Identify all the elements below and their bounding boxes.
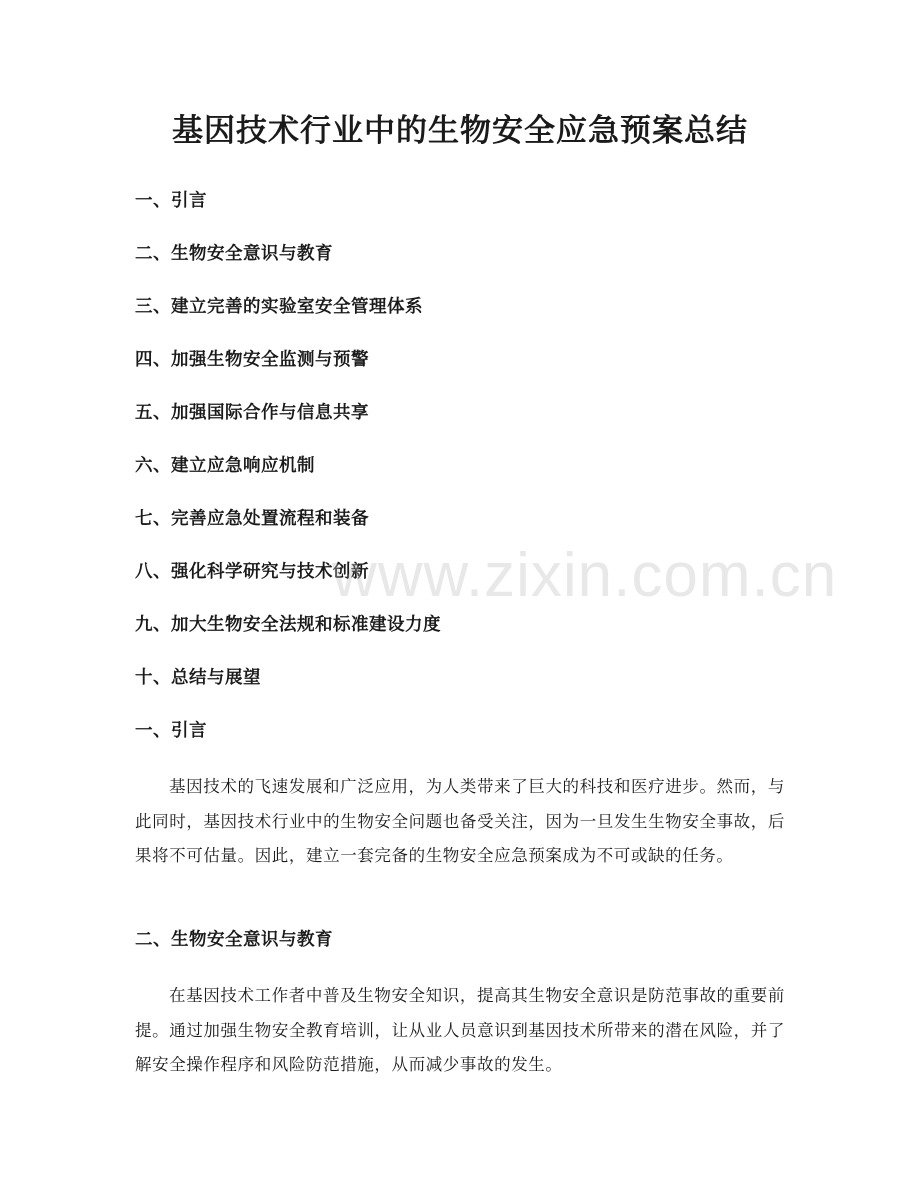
section-paragraph: 在基因技术工作者中普及生物安全知识，提高其生物安全意识是防范事故的重要前提。通过加强生物安全教育培训，让从业人员意识到基因技术所带来的潜在风险，并了解安全操作程序和风险防范措施，从而减少事故的发生。 [135, 986, 785, 1074]
toc-item: 六、建立应急响应机制 [135, 456, 315, 476]
section-paragraph: 基因技术的飞速发展和广泛应用，为人类带来了巨大的科技和医疗进步。然而，与此同时，基因技术行业中的生物安全问题也备受关注，因为一旦发生生物安全事故，后果将不可估量。因此，建立一套完备的生物安全应急预案成为不可或缺的任务。 [135, 777, 785, 865]
section-biosafety-awareness [135, 925, 785, 1083]
toc-item: 二、生物安全意识与教育 [135, 244, 333, 264]
toc-item: 三、建立完善的实验室安全管理体系 [135, 297, 423, 317]
toc-item: 四、加强生物安全监测与预警 [135, 350, 369, 370]
section-heading: 二、生物安全意识与教育 [135, 930, 333, 950]
section-introduction [135, 716, 785, 874]
toc-item: 九、加大生物安全法规和标准建设力度 [135, 615, 441, 635]
toc-item: 一、引言 [135, 191, 207, 211]
document-title: 基因技术行业中的生物安全应急预案总结 [172, 113, 748, 149]
toc-item: 五、加强国际合作与信息共享 [135, 403, 369, 423]
watermark: www.zixin.com.cn [332, 541, 838, 610]
toc-item: 十、总结与展望 [135, 668, 261, 688]
toc-item: 七、完善应急处置流程和装备 [135, 509, 369, 529]
section-heading: 一、引言 [135, 721, 207, 741]
toc-item: 八、强化科学研究与技术创新 [135, 562, 369, 582]
table-of-contents [135, 186, 785, 716]
